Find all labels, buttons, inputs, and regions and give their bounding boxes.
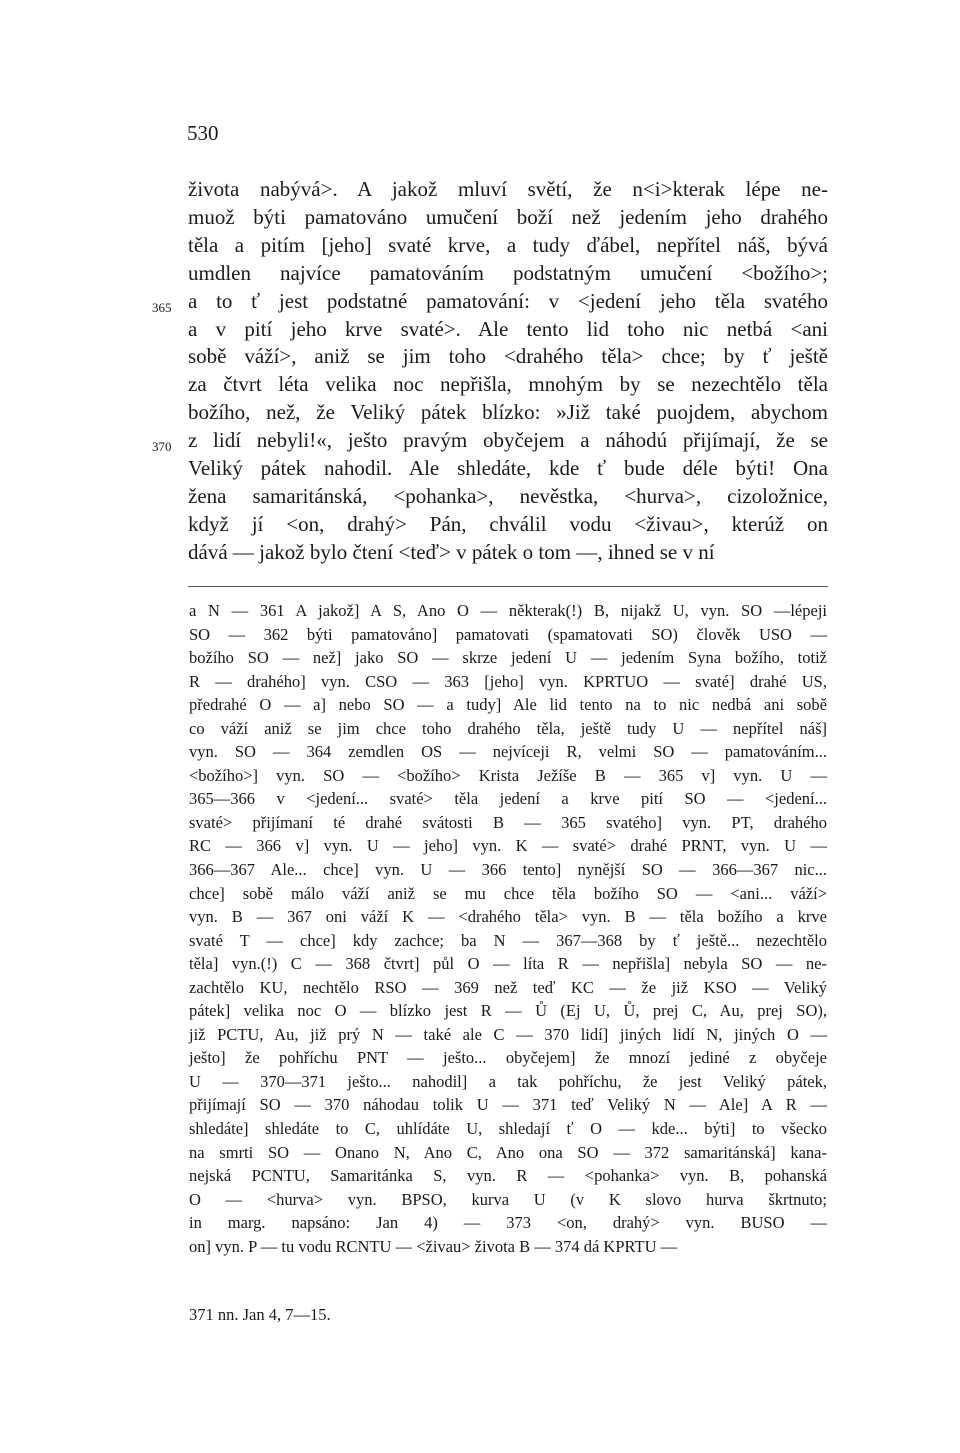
apparatus-line: RC — 366 v] vyn. U — jeho] vyn. K — svaté> drahé PRNT, vyn. U —: [189, 836, 827, 856]
critical-apparatus: [189, 599, 827, 1258]
text-line-content: a to ť jest podstatné pamatování: v <jedení jeho těla svatého: [188, 288, 828, 313]
apparatus-line: chce] sobě málo váží aniž se mu chce těla božího SO — <ani... váží>: [189, 883, 827, 903]
apparatus-line: SO — 362 býti pamatováno] pamatovati (spamatovati SO) člověk USO —: [189, 624, 827, 644]
apparatus-line: U — 370—371 ješto... nahodil] a tak pohříchu, že jest Veliký pátek,: [189, 1071, 827, 1091]
apparatus-line: 366—367 Ale... chce] vyn. U — 366 tento] nynější SO — 366—367 nic...: [189, 860, 827, 880]
text-line: dává — jakož bylo čtení <teď> v pátek o tom —, ihned se v ní: [188, 539, 715, 564]
apparatus-line: vyn. B — 367 oni váží K — <drahého těla> vyn. B — těla božího a krve: [189, 907, 827, 927]
line-number: 365: [152, 299, 172, 315]
apparatus-line: a N — 361 A jakož] A S, Ano O — některak(!) B, nijakž U, vyn. SO —lépeji: [189, 601, 827, 620]
text-line: za čtvrt léta velika noc nepřišla, mnohým by se nezechtělo těla: [188, 372, 828, 397]
apparatus-line: co váží aniž se jim chce toho drahého těla, ještě tudy U — nepřítel náš]: [189, 718, 827, 738]
apparatus-line: on] vyn. P — tu vodu RCNTU — <živau> života B — 374 dá KPRTU —: [189, 1236, 678, 1256]
line-number: 370: [152, 439, 172, 455]
text-line: [152, 427, 828, 455]
text-line: života nabývá>. A jakož mluví světí, že n<i>kterak lépe ne-: [188, 177, 828, 201]
footnote-divider: [188, 586, 828, 587]
apparatus-line: předrahé O — a] nebo SO — a tudy] Ale lid tento na to nic nedbá ani sobě: [189, 695, 827, 715]
text-line: žena samaritánská, <pohanka>, nevěstka, <hurva>, cizoložnice,: [188, 483, 828, 508]
apparatus-line: již PCTU, Au, již prý N — také ale C — 370 lidí] jiných lidí N, jiných O —: [189, 1024, 827, 1044]
text-line: [152, 288, 828, 316]
apparatus-line: R — drahého] vyn. CSO — 363 [jeho] vyn. KPRTUO — svaté] drahé US,: [189, 671, 827, 691]
apparatus-line: ješto] že pohříchu PNT — ješto... obyčejem] že mnozí jediné z obyčeje: [189, 1048, 827, 1068]
apparatus-line: pátek] velika noc O — blízko jest R — Ů (Ej U, Ů, prej C, Au, prej SO),: [189, 1001, 827, 1021]
text-line: sobě váží>, aniž se jim toho <drahého těla> chce; by ť ještě: [188, 344, 828, 369]
biblical-reference: 371 nn. Jan 4, 7—15.: [189, 1305, 331, 1324]
apparatus-line: shledáte] shledáte to C, uhlídáte U, shledají ť O — kde... býti] to všecko: [189, 1119, 827, 1139]
text-line: božího, než, že Veliký pátek blízko: »Již také puojdem, abychom: [188, 400, 828, 425]
apparatus-line: svaté T — chce] kdy zachce; ba N — 367—368 by ť ještě... nezechtělo: [189, 930, 827, 950]
apparatus-line: nejská PCNTU, Samaritánka S, vyn. R — <pohanka> vyn. B, pohanská: [189, 1166, 827, 1186]
text-line: muož býti pamatováno umučení boží než jedením jeho drahého: [188, 204, 828, 229]
apparatus-line: in marg. napsáno: Jan 4) — 373 <on, drahý> vyn. BUSO —: [189, 1213, 827, 1233]
apparatus-line: vyn. SO — 364 zemdlen OS — nejvíceji R, velmi SO — pamatováním...: [189, 742, 827, 762]
text-line-content: z lidí nebyli!«, ješto pravým obyčejem a náhodú přijímají, že se: [188, 428, 828, 453]
text-line: když jí <on, drahý> Pán, chválil vodu <živau>, kterúž on: [188, 511, 828, 536]
page-number: 530: [187, 121, 219, 145]
apparatus-line: <božího>] vyn. SO — <božího> Krista Ježíše B — 365 v] vyn. U —: [189, 765, 827, 785]
apparatus-line: těla] vyn.(!) C — 368 čtvrt] půl O — líta R — nepřišla] nebyla SO — ne-: [189, 954, 827, 974]
apparatus-line: svaté> přijímaní té drahé svátosti B — 365 svatého] vyn. PT, drahého: [189, 812, 827, 832]
text-line: Veliký pátek nahodil. Ale shledáte, kde ť bude déle býti! Ona: [188, 456, 828, 481]
main-text: [152, 176, 828, 567]
apparatus-line: na smrti SO — Onano N, Ano C, Ano ona SO — 372 samaritánská] kana-: [189, 1142, 827, 1162]
apparatus-line: O — <hurva> vyn. BPSO, kurva U (v K slovo hurva škrtnuto;: [189, 1189, 827, 1209]
apparatus-line: božího SO — než] jako SO — skrze jedení U — jedením Syna božího, totiž: [189, 648, 827, 668]
text-line: a v pití jeho krve svaté>. Ale tento lid toho nic netbá <ani: [188, 316, 828, 341]
text-line: těla a pitím [jeho] svaté krve, a tudy ďábel, nepřítel náš, bývá: [188, 232, 828, 257]
apparatus-line: zachtělo KU, nechtělo RSO — 369 než teď KC — že již KSO — Veliký: [189, 977, 827, 997]
apparatus-line: přijímají SO — 370 náhodau tolik U — 371 teď Veliký N — Ale] A R —: [189, 1095, 827, 1115]
text-line: umdlen najvíce pamatováním podstatným umučení <božího>;: [188, 260, 828, 285]
apparatus-line: 365—366 v <jedení... svaté> těla jedení a krve pití SO — <jedení...: [189, 789, 827, 809]
